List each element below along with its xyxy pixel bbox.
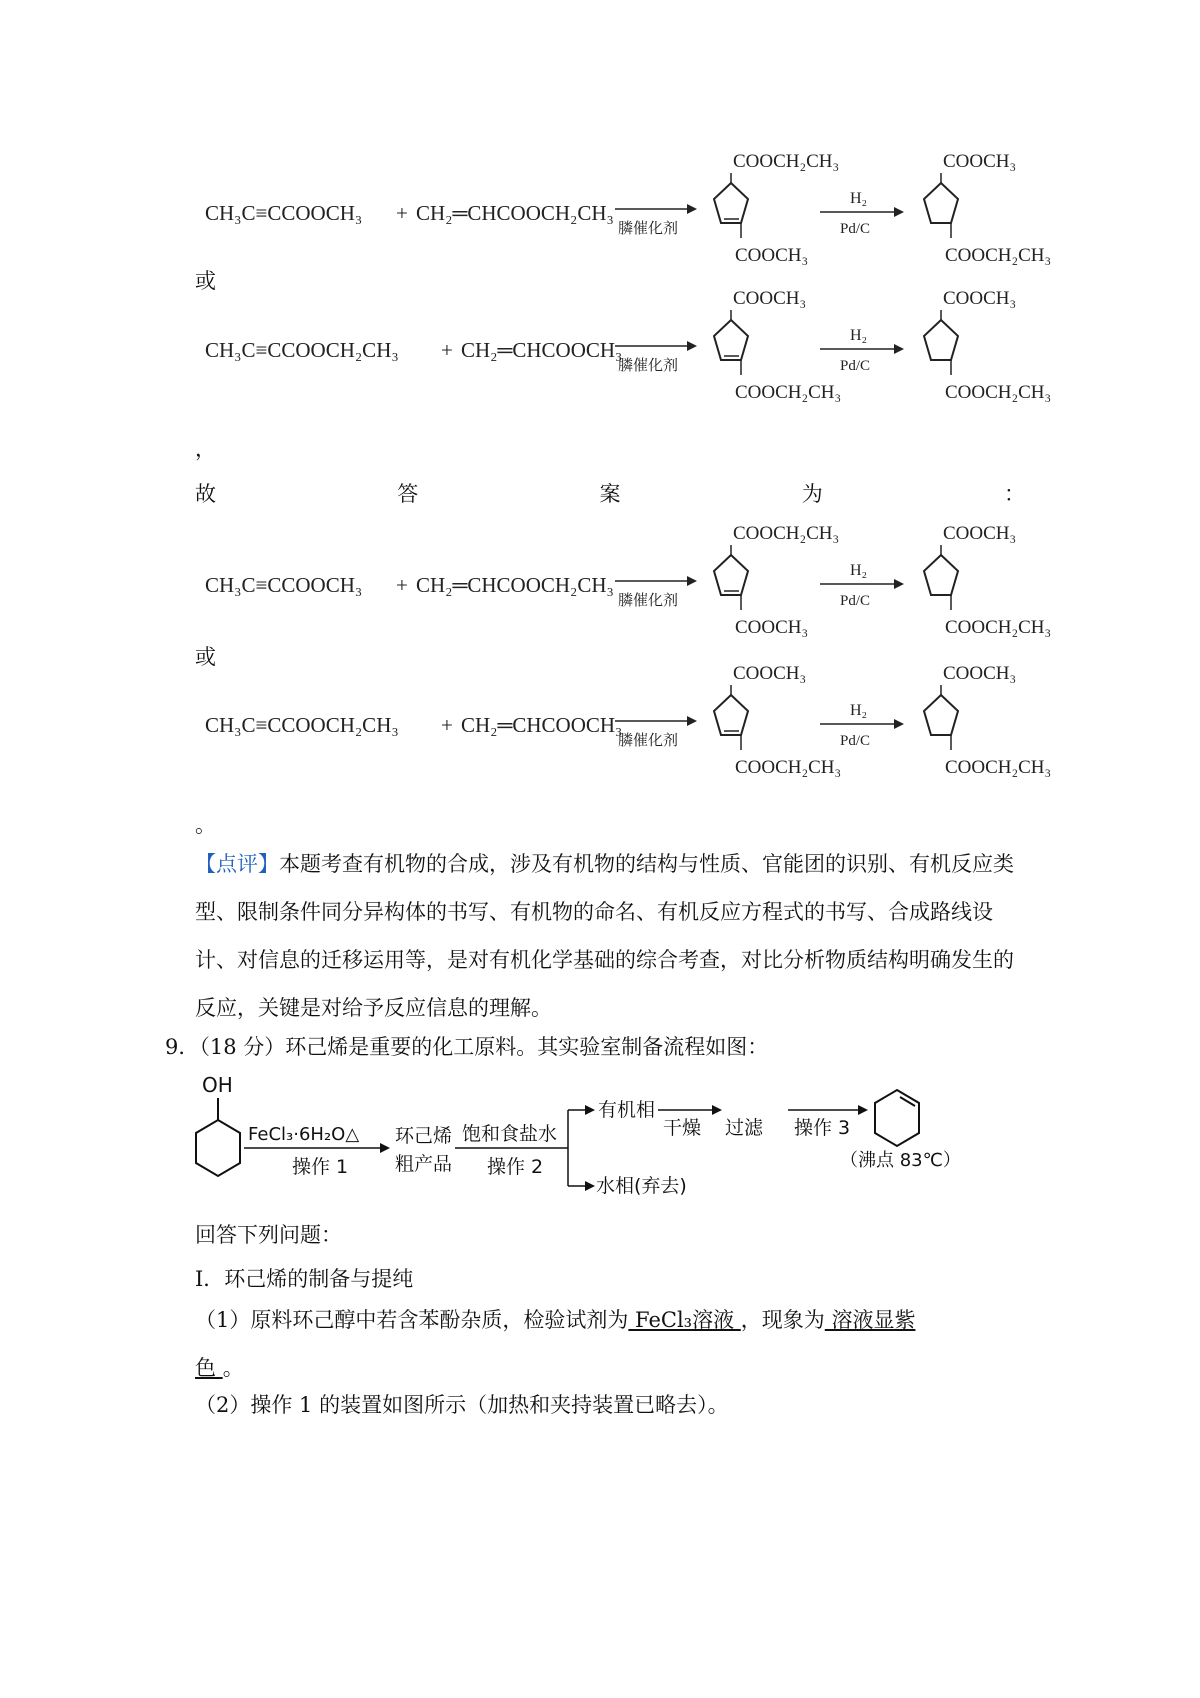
q1-prefix: （1）原料环己醇中若含苯酚杂质，检验试剂为 (195, 1308, 629, 1332)
q1-answer-phenomenon-part1: 溶液显紫 (824, 1308, 916, 1332)
product-substituent-top: COOCH₃ (943, 523, 1017, 544)
reaction-scheme-3 (200, 515, 1080, 655)
product-substituent-top: COOCH₃ (943, 151, 1017, 172)
plus-sign: + (441, 713, 453, 737)
product-substituent-bottom: COOCH₂CH₃ (945, 617, 1052, 638)
reactant-1: CH₃C≡CCOOCH₂CH₃ (205, 713, 399, 737)
comment-paragraph (195, 840, 1025, 1032)
reactant-2: CH₂═CHCOOCH₂CH₃ (416, 573, 614, 597)
operation-1: 操作 1 (292, 1156, 349, 1178)
substituent-top: COOCH₃ (733, 288, 807, 309)
catalyst-label: 膦催化剂 (618, 358, 679, 374)
answer-char-4: 为 (801, 482, 823, 506)
organic-phase: 有机相 (598, 1099, 656, 1121)
preparation-flowchart (190, 1070, 990, 1200)
h2-label: H₂ (850, 702, 868, 719)
comment-tag: 【点评】 (195, 852, 279, 876)
filtration-step: 过滤 (725, 1117, 764, 1139)
cyclohexene-ring (875, 1090, 919, 1146)
reactant-1: CH₃C≡CCOOCH₃ (205, 201, 363, 225)
comma-line: ， (195, 437, 216, 461)
product-substituent-bottom: COOCH₂CH₃ (945, 245, 1052, 266)
substituent-top: COOCH₂CH₃ (733, 151, 840, 172)
reactant-1: CH₃C≡CCOOCH₃ (205, 573, 363, 597)
reagent-2: 饱和食盐水 (462, 1123, 558, 1145)
h2-label: H₂ (850, 190, 868, 207)
product-substituent-bottom: COOCH₂CH₃ (945, 382, 1052, 403)
answer-char-2: 答 (397, 482, 419, 506)
cyclohexanol-ring (196, 1120, 240, 1176)
reagent-1: FeCl₃·6H₂O△ (248, 1124, 360, 1145)
product-substituent-top: COOCH₃ (943, 663, 1017, 684)
or-label-2: 或 (195, 645, 216, 669)
reactant-2: CH₂═CHCOOCH₃ (461, 713, 623, 737)
catalyst-label: 膦催化剂 (618, 593, 679, 609)
section-1-title: Ⅰ．环己烯的制备与提纯 (195, 1267, 414, 1291)
period-line: 。 (195, 813, 216, 837)
question-1 (195, 1296, 1025, 1392)
crude-product-line2: 粗产品 (395, 1153, 453, 1175)
substituent-bottom: COOCH₃ (735, 617, 809, 638)
substituent-bottom: COOCH₃ (735, 245, 809, 266)
pdc-label: Pd/C (840, 593, 871, 609)
substituent-top: COOCH₃ (733, 663, 807, 684)
aqueous-phase: 水相(弃去) (596, 1175, 687, 1197)
boiling-point: （沸点 83℃） (840, 1150, 961, 1171)
reactant-1: CH₃C≡CCOOCH₂CH₃ (205, 338, 399, 362)
pdc-label: Pd/C (840, 221, 871, 237)
question-9-title: 9．（18 分）环己烯是重要的化工原料。其实验室制备流程如图： (165, 1035, 769, 1059)
comment-body: 本题考查有机物的合成，涉及有机物的结构与性质、官能团的识别、有机反应类型、限制条件同分异构体的书写、有机物的命名、有机反应方程式的书写、合成路线设计、对信息的迁移运用等，是对有机化学基础的综合考查，对比分析物质结构明确发生的反应，关键是对给予反应信息的理解。 (195, 852, 1014, 1020)
substituent-bottom: COOCH₂CH₃ (735, 382, 842, 403)
plus-sign: + (441, 338, 453, 362)
crude-product-line1: 环己烯 (395, 1125, 453, 1147)
catalyst-label: 膦催化剂 (618, 221, 679, 237)
product-substituent-bottom: COOCH₂CH₃ (945, 757, 1052, 778)
pdc-label: Pd/C (840, 358, 871, 374)
operation-2: 操作 2 (487, 1156, 544, 1178)
plus-sign: + (396, 573, 408, 597)
q1-answer-reagent: FeCl₃溶液 (628, 1308, 741, 1332)
h2-label: H₂ (850, 327, 868, 344)
answer-prompt: 回答下列问题： (195, 1223, 342, 1247)
answer-char-3: 案 (599, 482, 621, 506)
answer-line (195, 478, 1025, 508)
reaction-scheme-2 (200, 280, 1080, 420)
operation-3: 操作 3 (794, 1117, 851, 1139)
answer-char-5: ： (1004, 482, 1025, 506)
or-label-1: 或 (195, 269, 216, 293)
catalyst-label: 膦催化剂 (618, 733, 679, 749)
reaction-scheme-1 (200, 143, 1080, 283)
drying-step: 干燥 (663, 1117, 702, 1139)
product-substituent-top: COOCH₃ (943, 288, 1017, 309)
pdc-label: Pd/C (840, 733, 871, 749)
h2-label: H₂ (850, 562, 868, 579)
question-2: （2）操作 1 的装置如图所示（加热和夹持装置已略去）。 (195, 1393, 729, 1417)
substituent-top: COOCH₂CH₃ (733, 523, 840, 544)
plus-sign: + (396, 201, 408, 225)
reactant-2: CH₂═CHCOOCH₂CH₃ (416, 201, 614, 225)
substituent-bottom: COOCH₂CH₃ (735, 757, 842, 778)
reaction-scheme-4 (200, 655, 1080, 795)
q1-mid: ，现象为 (740, 1308, 825, 1332)
q1-answer-phenomenon-part2: 色 (195, 1356, 223, 1380)
oh-label: OH (202, 1073, 233, 1097)
q1-end: 。 (222, 1356, 244, 1380)
reactant-2: CH₂═CHCOOCH₃ (461, 338, 623, 362)
answer-char-1: 故 (195, 482, 216, 506)
